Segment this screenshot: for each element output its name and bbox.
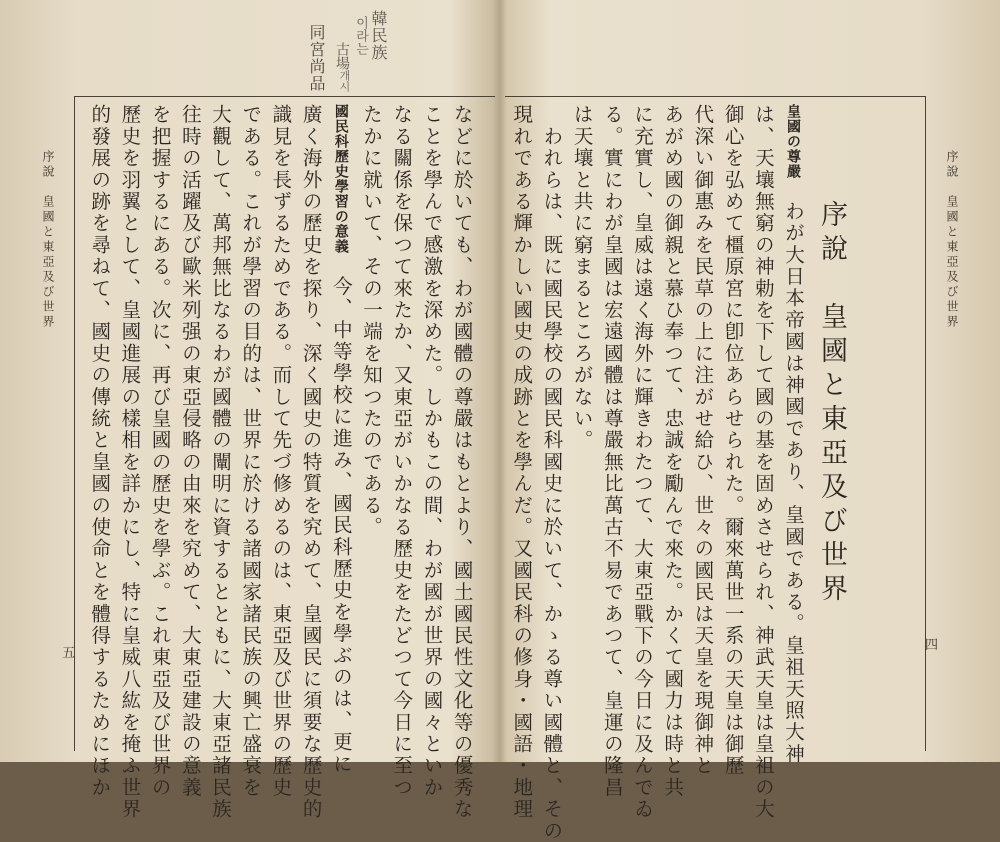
section-heading-right: 皇國の尊嚴 (785, 104, 802, 179)
text-line-r3: 御心を弘めて橿原宮に卽位あらせられた。爾來萬世一系の天皇は御歷 (721, 104, 745, 777)
chapter-title: 序說 皇國と東亞及び世界 (816, 200, 847, 608)
book-gutter (493, 0, 507, 762)
text-line-l12: 歷史を羽翼として、皇國進展の樣相を詳かにし、特に皇威八紘を掩ふ世界 (118, 104, 142, 821)
text-line-r7: る。實にわが皇國は宏遠國體は尊嚴無比萬古不易であつて、皇運の隆昌 (600, 104, 624, 799)
annotation-line-3: 古場 (334, 42, 350, 70)
text-line-r1: 皇國の尊嚴 わが大日本帝國は神國であり、皇國である。皇祖天照大神 (782, 104, 806, 765)
text-line-r5: あがめ國の御親と慕ひ奉つて、忠誠を勵んで來た。かくて國力は時と共 (661, 104, 685, 799)
annotation-line-2: 이라는 (353, 16, 368, 55)
text-line-l1: などに於いても、わが國體の尊嚴はもとより、國土國民性文化等の優秀な (450, 104, 474, 821)
left-page-number: 五 (62, 646, 76, 661)
annotation-line-4: 개시 (338, 70, 351, 92)
handwritten-annotation (300, 8, 392, 104)
text-line-l9: 大觀して、萬邦無比なるわが國體の闡明に資するとともに、大東亞諸民族 (209, 104, 233, 821)
right-margin-header: 序說 皇國と東亞及び世界 (945, 150, 959, 330)
annotation-line-5: 同宮尚品 (307, 24, 326, 92)
text-line-l4: たかに就いて、その一端を知つたのである。 (360, 104, 384, 538)
text-line-r9: われらは、既に國民學校の國民科國史に於いて、かゝる尊い國體と、その (540, 104, 564, 842)
section-heading-left: 國民科歷史學習の意義 (332, 104, 349, 254)
text-line-r4: 代深い御惠みを民草の上に注がせ給ひ、世々の國民は天皇を現御神と (691, 104, 715, 777)
right-page-body (506, 104, 808, 842)
text-line-l8: である。これが學習の目的は、世界に於ける諸國家諸民族の興亡盛衰を (239, 104, 263, 799)
left-margin-header: 序說 皇國と東亞及び世界 (41, 150, 55, 330)
text-line-l10: 往時の活躍及び歐米列强の東亞侵略の由來を究めて、大東亞建設の意義 (178, 104, 202, 799)
text-line-r10: 現れである輝かしい國史の成跡とを學んだ。又國民科の修身・國語・地理 (510, 104, 534, 821)
text-line-l3: なる關係を保つて來たか、又東亞がいかなる歷史をたどつて今日に至つ (390, 104, 414, 799)
text-line-l13: 的發展の跡を尋ねて、國史の傳統と皇國の使命とを體得するためにほか (88, 104, 112, 799)
text-line-r2: は、天壤無窮の神勅を下して國の基を固めさせられ、神武天皇は皇祖の大 (751, 104, 775, 821)
text-line-r8: は天壤と共に窮まるところがない。 (570, 104, 594, 452)
text-line-l7: 識見を長ずるためである。而して先づ修めるのは、東亞及び世界の歷史 (269, 104, 293, 799)
text-line-r6: に充實し、皇威は遠く海外に輝きわたつて、大東亞戰下の今日に及んでゐ (631, 104, 655, 821)
right-page-number: 四 (925, 638, 939, 653)
text-line-l11: を把握するにある。次に、再び皇國の歷史を學ぶ。これ東亞及び世界の (148, 104, 172, 799)
annotation-line-1: 韓民族 (369, 10, 388, 61)
text-line-l2: ことを學んで感激を深めた。しかもこの間、わが國が世界の國々といか (420, 104, 444, 799)
text-line-l5: 國民科歷史學習の意義 今、中等學校に進み、國民科歷史を學ぶのは、更に (329, 104, 353, 775)
left-page-body (84, 104, 477, 821)
text-line-l6: 廣く海外の歷史を探り、深く國史の特質を究めて、皇國民に須要な歷史的 (299, 104, 323, 821)
